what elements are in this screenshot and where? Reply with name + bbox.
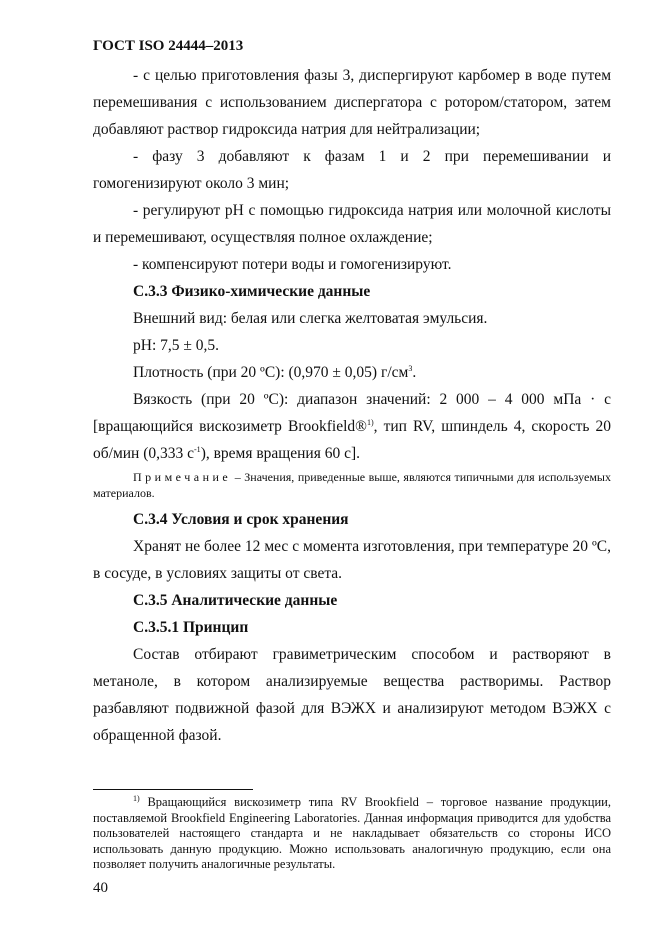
- appearance-text: Внешний вид: белая или слегка желтоватая эмульсия.: [133, 310, 488, 327]
- footnote-reference: 1): [366, 417, 374, 427]
- density-label: Плотность (при 20 ºС): (0,970 ± 0,05) г/см: [133, 364, 409, 381]
- paragraph-phase3: - с целью приготовления фазы 3, диспергируют карбомер в воде путем перемешивания с использованием диспергатора с ротором/статором, затем добавляют раствор гидроксида натрия для нейтрализации;: [93, 67, 611, 138]
- viscosity-text: [93, 386, 611, 467]
- principle-text: Состав отбирают гравиметрическим способом и растворяют в метаноле, в котором анализируемые вещества растворимы. Раствор разбавляют подвижной фазой для ВЭЖХ и анализируют методом ВЭЖХ с обращенной фазой.: [93, 646, 611, 744]
- paragraph-add-phase3: - фазу 3 добавляют к фазам 1 и 2 при перемешивании и гомогенизируют около 3 мин;: [93, 148, 611, 192]
- footnote-divider: [93, 789, 253, 790]
- section-heading-3-5-1: С.3.5.1 Принцип: [133, 619, 249, 636]
- ph-text: pH: 7,5 ± 0,5.: [133, 337, 220, 354]
- page-number: 40: [93, 880, 108, 896]
- paragraph-ph-adjust: - регулируют pH с помощью гидроксида натрия или молочной кислоты и перемешивают, осуществляя полное охлаждение;: [93, 202, 611, 246]
- note: [93, 469, 611, 501]
- viscosity-part-c: ), время вращения 60 с].: [200, 445, 361, 462]
- footnote-text: Вращающийся вискозиметр типа RV Brookfield – торговое название продукции, поставляемой Brookfield Engineering Laboratories. Данная информация приводится для удобства пользователей настоящего стандарта и не накладывает обязательств со стороны ИСО использовать данную продукцию. Можно использовать аналогичную продукцию, если она позволяет получить аналогичные результаты.: [93, 795, 611, 871]
- document-header: ГОСТ ISO 24444–2013: [93, 38, 244, 54]
- density-end: .: [412, 364, 417, 381]
- storage-text: Хранят не более 12 мес с момента изготовления, при температуре 20 ºС, в сосуде, в условиях защиты от света.: [93, 538, 611, 582]
- paragraph-water-loss: - компенсируют потери воды и гомогенизируют.: [133, 256, 452, 273]
- section-heading-3-5: С.3.5 Аналитические данные: [133, 592, 338, 609]
- footnote-marker: 1): [133, 793, 140, 803]
- section-heading-3-4: С.3.4 Условия и срок хранения: [133, 511, 349, 528]
- viscosity-part-b: , тип RV, шпиндель 4, скорость 20 об/мин (0,333 с: [93, 418, 611, 462]
- viscosity-superscript: -1: [194, 444, 201, 454]
- section-heading-3-3: С.3.3 Физико-химические данные: [133, 283, 371, 300]
- density-text: [93, 359, 611, 386]
- footnote: [93, 795, 611, 873]
- note-text: – Значения, приведенные выше, являются типичными для используемых материалов.: [93, 470, 611, 500]
- viscosity-part-a: Вязкость (при 20 ºС): диапазон значений: 2 000 – 4 000 мПа · с [вращающийся вискозиметр Brookfield®: [93, 391, 611, 435]
- note-label: Примечание: [133, 470, 232, 484]
- density-superscript: 3: [408, 363, 413, 373]
- document-body: [93, 62, 611, 749]
